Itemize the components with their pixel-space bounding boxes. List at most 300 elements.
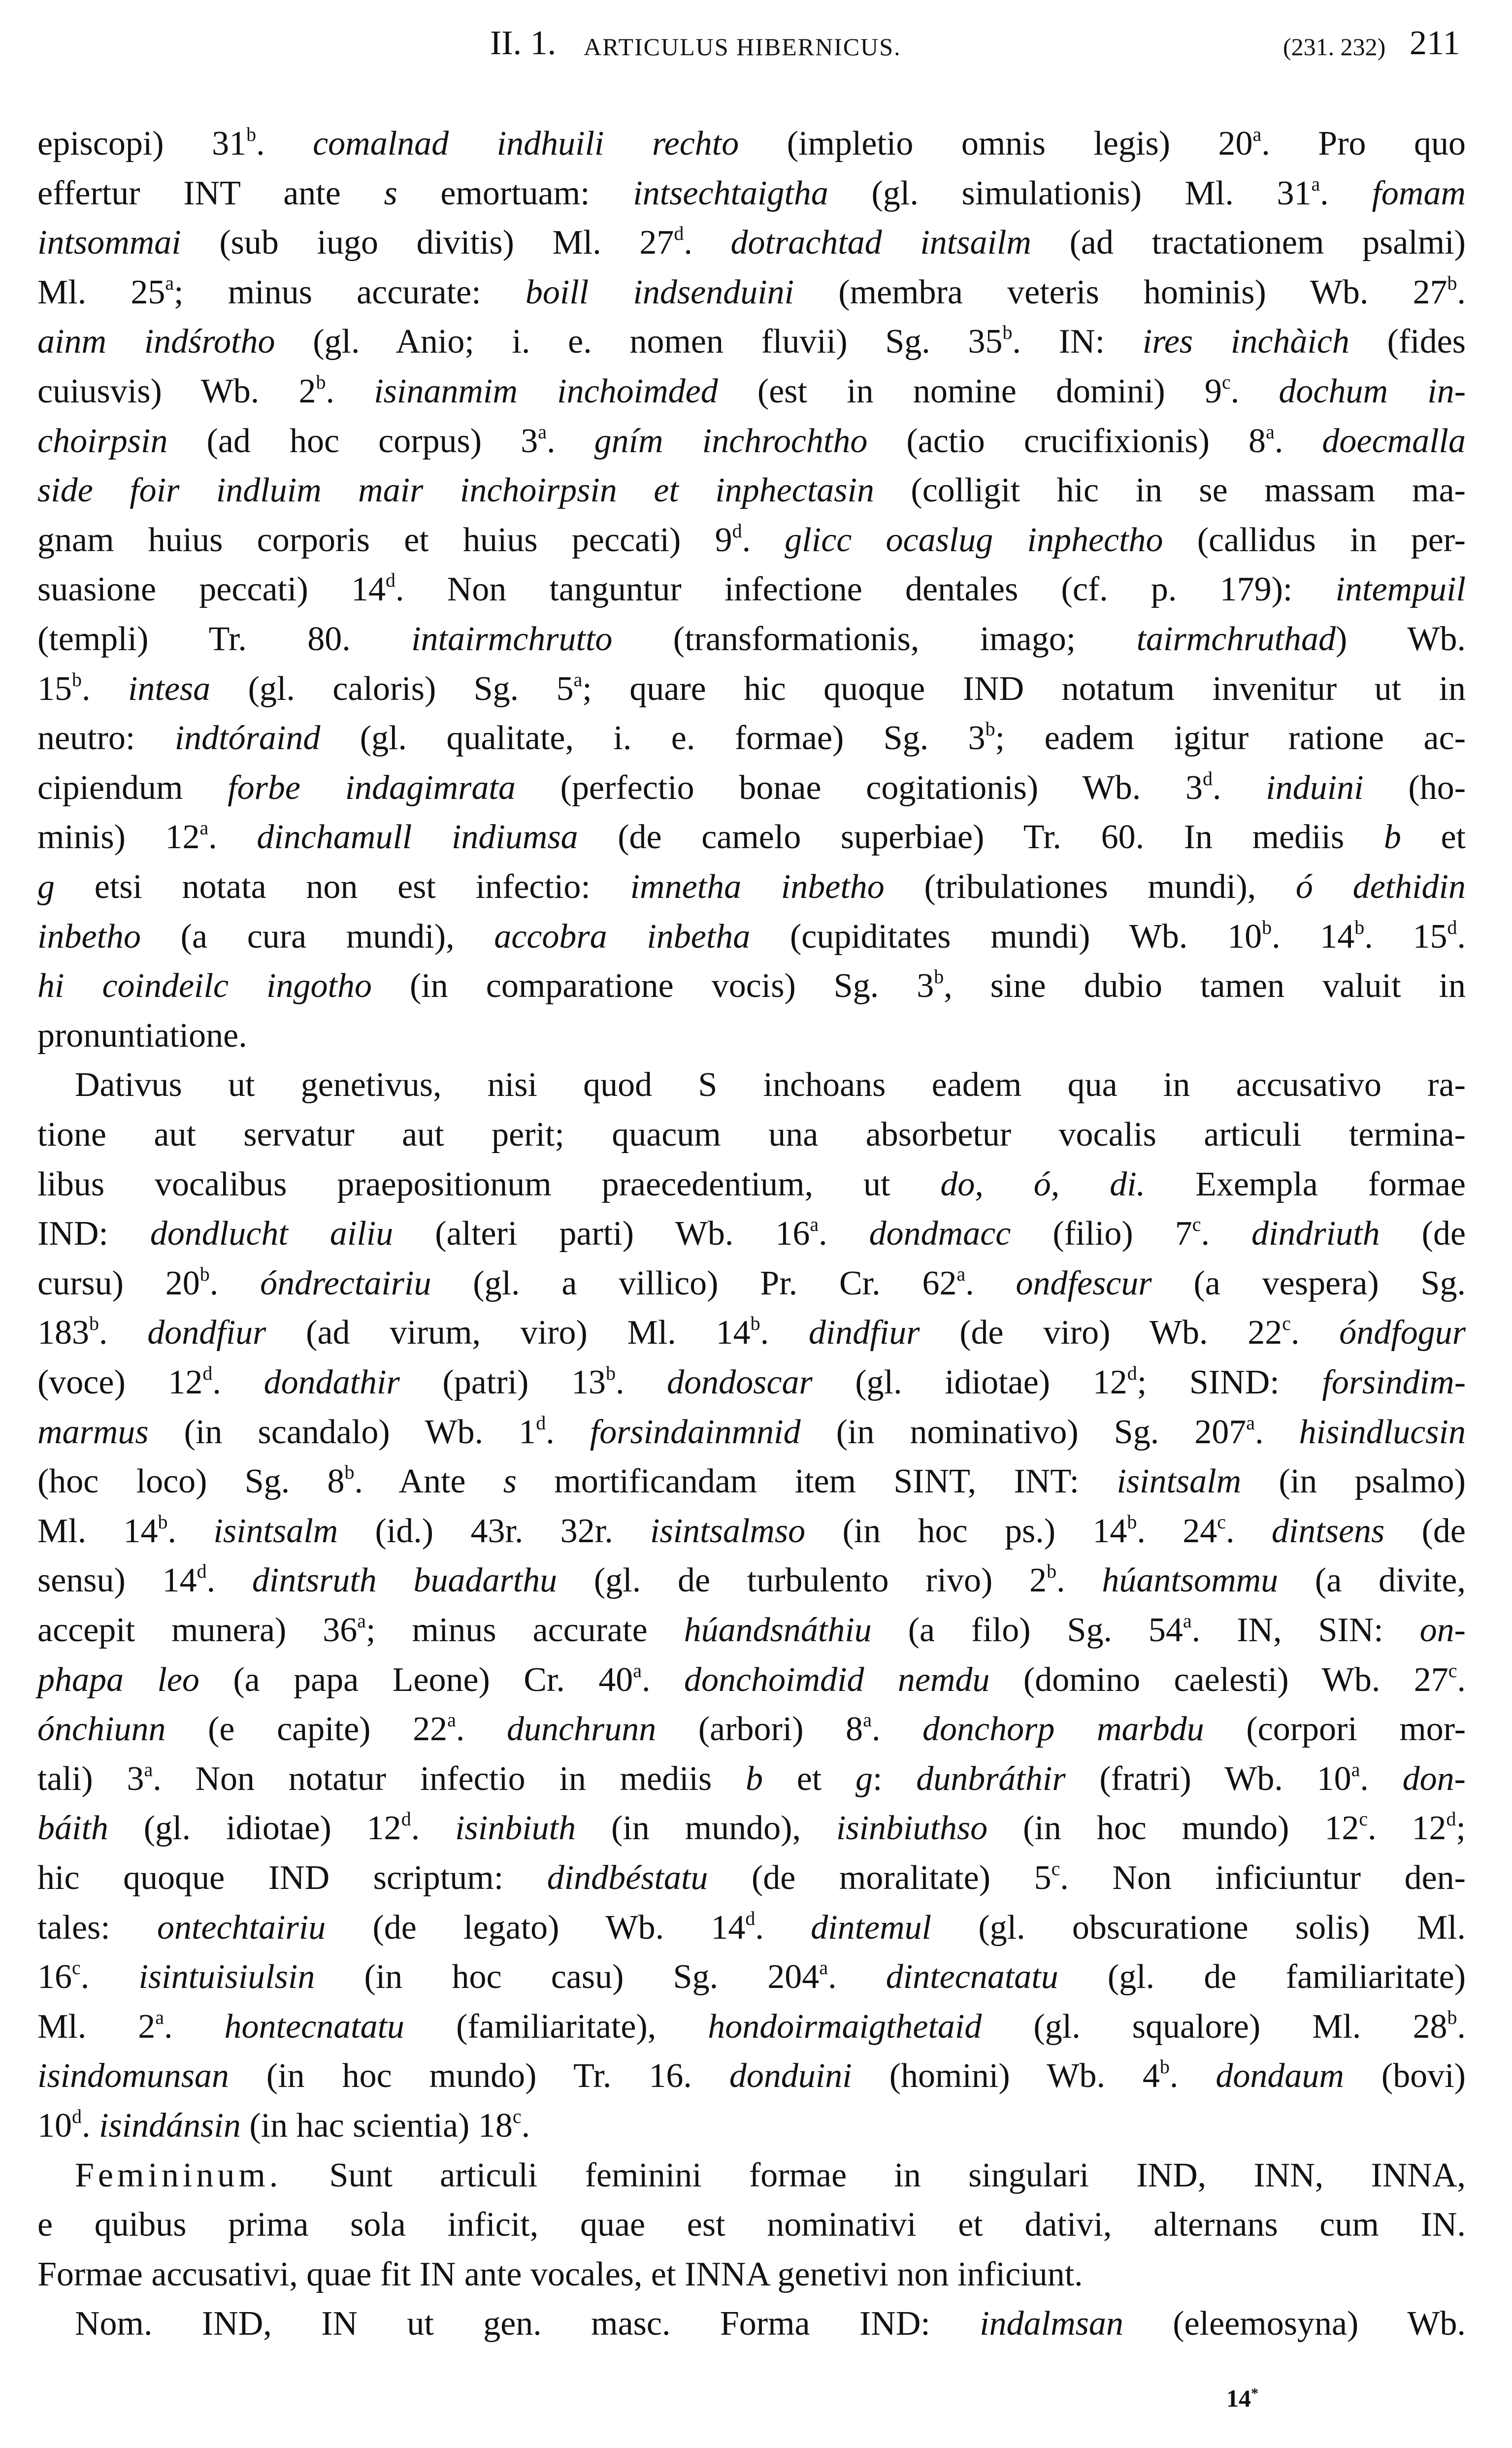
text-run: Ml. 14 bbox=[37, 1512, 158, 1550]
irish-term: intsommai bbox=[37, 224, 181, 262]
text-run: Formae accusativi, quae fit IN ante vocales, et INNA genetivi non inficiunt. bbox=[37, 2255, 1083, 2293]
folio-column: b bbox=[1047, 1560, 1057, 1583]
text-run: Nom. IND, IN ut gen. masc. Forma IND: bbox=[75, 2305, 980, 2343]
text-run: (in hoc ps.) 14 bbox=[805, 1512, 1127, 1550]
folio-column: b bbox=[985, 718, 995, 740]
folio-column: b bbox=[934, 965, 944, 988]
irish-term: dondlucht ailiu bbox=[150, 1215, 394, 1253]
text-run: . bbox=[167, 1512, 214, 1550]
folio-column: b bbox=[1127, 1510, 1137, 1533]
irish-term: hi coindeilc ingotho bbox=[37, 967, 372, 1005]
text-run: hic quoque IND scriptum: bbox=[37, 1859, 547, 1897]
folio-column: c bbox=[1448, 1659, 1457, 1682]
folio-column: d bbox=[1127, 1362, 1137, 1384]
irish-term: inbetho bbox=[37, 917, 141, 956]
irish-term: ondfescur bbox=[1016, 1264, 1152, 1302]
irish-term: donchorp marbdu bbox=[922, 1710, 1204, 1749]
text-run: (homini) Wb. 4 bbox=[852, 2057, 1160, 2095]
text-line bbox=[37, 2101, 1466, 2150]
text-line bbox=[37, 714, 1466, 763]
text-run: . bbox=[1056, 1561, 1102, 1600]
text-run: Sunt articuli feminini formae in singulari IND, INN, INNA, bbox=[282, 2156, 1466, 2194]
irish-term: b bbox=[745, 1759, 763, 1798]
text-line bbox=[37, 1308, 1466, 1357]
text-run: ; bbox=[1456, 1809, 1466, 1848]
text-run: . bbox=[521, 2107, 530, 2145]
irish-term: dintemul bbox=[811, 1908, 932, 1947]
text-run: (in hoc casu) Sg. 204 bbox=[315, 1958, 820, 1996]
text-run: (corpori mor- bbox=[1204, 1710, 1466, 1749]
text-line bbox=[37, 367, 1466, 416]
text-run: neutro: bbox=[37, 719, 175, 758]
text-run: (de moralitate) 5 bbox=[708, 1859, 1052, 1897]
text-run: . bbox=[99, 1314, 148, 1352]
text-run: (e capite) 22 bbox=[165, 1710, 448, 1749]
irish-term: dondathir bbox=[263, 1363, 400, 1401]
folio-column: d bbox=[1447, 916, 1457, 938]
irish-term: dindriuth bbox=[1251, 1215, 1380, 1253]
text-run: gnam huius corporis et huius peccati) 9 bbox=[37, 521, 732, 559]
irish-term: isintsalm bbox=[213, 1512, 338, 1550]
text-line bbox=[37, 1705, 1466, 1754]
text-run: mortificandam item SINT, INT: bbox=[517, 1462, 1117, 1501]
text-run: . 14 bbox=[1272, 917, 1355, 956]
text-line bbox=[37, 1754, 1466, 1804]
text-run: tione aut servatur aut perit; quacum una absorbetur vocalis articuli termina- bbox=[37, 1116, 1466, 1154]
text-run: 183 bbox=[37, 1314, 89, 1352]
text-run: (domino caelesti) Wb. 27 bbox=[989, 1660, 1448, 1699]
irish-term: óndfogur bbox=[1339, 1314, 1466, 1352]
text-run: . bbox=[684, 224, 731, 262]
irish-term: ónchiunn bbox=[37, 1710, 166, 1749]
text-run: (fratri) Wb. 10 bbox=[1065, 1759, 1351, 1798]
folio-column: a bbox=[165, 271, 174, 294]
text-line bbox=[37, 912, 1466, 961]
text-line bbox=[37, 615, 1466, 664]
irish-term: ainm indśrotho bbox=[37, 323, 275, 361]
folio-column: a bbox=[538, 420, 547, 443]
folio-column: d bbox=[385, 569, 395, 592]
text-run: (tribulationes mundi), bbox=[884, 868, 1296, 906]
folio-column: d bbox=[202, 1362, 213, 1384]
text-line bbox=[37, 1110, 1466, 1159]
irish-term: comalnad indhuili rechto bbox=[313, 125, 739, 163]
irish-term: boill indsenduini bbox=[525, 273, 794, 311]
text-run: (arbori) 8 bbox=[656, 1710, 863, 1749]
text-line bbox=[37, 664, 1466, 714]
text-run: (de bbox=[1380, 1215, 1466, 1253]
folio-column: a bbox=[144, 1758, 153, 1781]
running-head-reference: (231. 232) bbox=[1283, 33, 1386, 61]
folio-column: d bbox=[1203, 767, 1213, 790]
folio-column: a bbox=[447, 1709, 456, 1731]
text-run: (ho- bbox=[1363, 768, 1466, 807]
text-run: (a papa Leone) Cr. 40 bbox=[199, 1660, 633, 1699]
text-run: episcopi) 31 bbox=[37, 125, 247, 163]
text-run: suasione peccati) 14 bbox=[37, 570, 386, 609]
text-line bbox=[37, 961, 1466, 1011]
text-run: (a divite, bbox=[1278, 1561, 1466, 1600]
irish-term: óndrectairiu bbox=[260, 1264, 431, 1302]
text-run: accepit munera) 36 bbox=[37, 1611, 358, 1649]
irish-term: dintsruth buadarthu bbox=[252, 1561, 558, 1600]
text-run: . bbox=[1274, 422, 1322, 460]
text-run: (gl. squalore) Ml. 28 bbox=[982, 2007, 1447, 2046]
text-run: . 12 bbox=[1368, 1809, 1446, 1848]
irish-term: isindánsin bbox=[99, 2107, 241, 2145]
text-line bbox=[37, 1457, 1466, 1506]
irish-term: don- bbox=[1402, 1759, 1466, 1798]
irish-term: ontechtairiu bbox=[157, 1908, 326, 1947]
text-run: tali) 3 bbox=[37, 1759, 144, 1798]
text-run: . Pro quo bbox=[1261, 125, 1466, 163]
text-run: . Ante bbox=[354, 1462, 503, 1501]
folio-column: d bbox=[197, 1560, 207, 1583]
folio-column: b bbox=[89, 1312, 99, 1335]
text-run: cuiusvis) Wb. 2 bbox=[37, 372, 316, 410]
folio-column: b bbox=[158, 1510, 168, 1533]
irish-term: intesa bbox=[128, 669, 211, 708]
folio-column: d bbox=[401, 1808, 411, 1830]
folio-column: b bbox=[246, 123, 257, 145]
text-run: ; SIND: bbox=[1137, 1363, 1322, 1401]
folio-column: c bbox=[512, 2105, 522, 2127]
text-run: ; minus accurate: bbox=[174, 273, 526, 311]
text-line bbox=[37, 1358, 1466, 1407]
text-run: (familiaritate), bbox=[404, 2007, 708, 2046]
text-run: 15 bbox=[37, 669, 72, 708]
text-line bbox=[37, 417, 1466, 466]
text-run: . bbox=[1213, 768, 1266, 807]
text-run: (membra veteris hominis) Wb. 27 bbox=[794, 273, 1447, 311]
folio-column: b bbox=[1354, 916, 1365, 938]
folio-column: c bbox=[1359, 1808, 1368, 1830]
irish-term: dondfiur bbox=[147, 1314, 266, 1352]
text-run: . bbox=[755, 1908, 811, 1947]
text-line bbox=[37, 763, 1466, 813]
text-line bbox=[75, 2299, 1466, 2349]
irish-term: hontecnatatu bbox=[224, 2007, 405, 2046]
text-run: (filio) 7 bbox=[1011, 1215, 1192, 1253]
folio-column: b bbox=[1262, 916, 1272, 938]
text-line bbox=[37, 1259, 1466, 1308]
text-run: (in comparatione vocis) Sg. 3 bbox=[371, 967, 934, 1005]
text-run: . bbox=[1457, 917, 1466, 956]
text-run: (in nominativo) Sg. 207 bbox=[800, 1413, 1247, 1451]
irish-term: isindomunsan bbox=[37, 2057, 229, 2095]
text-run: (gl. de turbulento rivo) 2 bbox=[557, 1561, 1047, 1600]
folio-column: a bbox=[199, 817, 209, 839]
folio-column: a bbox=[1351, 1758, 1360, 1781]
irish-term: dunbráthir bbox=[916, 1759, 1066, 1798]
text-line bbox=[37, 1606, 1466, 1655]
irish-term: donchoimdid nemdu bbox=[684, 1660, 990, 1699]
text-run: . 24 bbox=[1137, 1512, 1217, 1550]
folio-column: a bbox=[956, 1262, 966, 1285]
text-run: e quibus prima sola inficit, quae est nominativi et dativi, alternans cum IN. bbox=[37, 2206, 1466, 2244]
irish-term: do, ó, di. bbox=[940, 1165, 1146, 1203]
text-line bbox=[37, 2250, 1466, 2299]
folio-column: a bbox=[1266, 420, 1275, 443]
folio-column: b bbox=[199, 1262, 210, 1285]
irish-term: dindfiur bbox=[808, 1314, 920, 1352]
text-run: minis) 12 bbox=[37, 818, 200, 857]
text-run: (a filo) Sg. 54 bbox=[871, 1611, 1183, 1649]
irish-term: dondoscar bbox=[667, 1363, 813, 1401]
irish-term: báith bbox=[37, 1809, 108, 1848]
irish-term: hisindlucsin bbox=[1299, 1413, 1466, 1451]
folio-column: b bbox=[1447, 2006, 1457, 2028]
text-run: (gl. simulationis) Ml. 31 bbox=[828, 174, 1312, 212]
text-run: 10 bbox=[37, 2107, 72, 2145]
text-run: (de viro) Wb. 22 bbox=[920, 1314, 1282, 1352]
text-run: (in psalmo) bbox=[1241, 1462, 1466, 1501]
text-run: . bbox=[1169, 2057, 1216, 2095]
text-run: etsi notata non est infectio: bbox=[55, 868, 630, 906]
text-run: . bbox=[1255, 1413, 1299, 1451]
folio-column: b bbox=[750, 1312, 760, 1335]
text-run: (a cura mundi), bbox=[140, 917, 494, 956]
irish-term: phapa leo bbox=[37, 1660, 199, 1699]
text-run: . bbox=[256, 125, 313, 163]
text-run: ; minus accurate bbox=[366, 1611, 684, 1649]
text-line bbox=[37, 1903, 1466, 1952]
text-run: (de bbox=[1384, 1512, 1466, 1550]
irish-term: intairmchrutto bbox=[411, 620, 613, 658]
text-run: (perfectio bonae cogitationis) Wb. 3 bbox=[515, 768, 1203, 807]
text-line bbox=[37, 317, 1466, 366]
text-run: . Non inficiuntur den- bbox=[1060, 1859, 1466, 1897]
folio-column: d bbox=[536, 1411, 546, 1434]
text-run: . Non notatur infectio in mediis bbox=[153, 1759, 746, 1798]
text-run: . bbox=[82, 2107, 99, 2145]
text-run: , sine dubio tamen valuit in bbox=[944, 967, 1466, 1005]
text-run: libus vocalibus praepositionum praecedentium, ut bbox=[37, 1165, 941, 1203]
text-run: (hoc loco) Sg. 8 bbox=[37, 1462, 345, 1501]
text-run: Dativus ut genetivus, nisi quod S inchoans eadem qua in accusativo ra- bbox=[75, 1066, 1466, 1104]
irish-term: marmus bbox=[37, 1413, 149, 1451]
text-run: tales: bbox=[37, 1908, 158, 1947]
text-run: . bbox=[871, 1710, 923, 1749]
text-run: (colligit hic in se massam ma- bbox=[874, 471, 1466, 510]
text-run: IND: bbox=[37, 1215, 150, 1253]
irish-term: intempuil bbox=[1335, 570, 1466, 609]
irish-term: forbe indagimrata bbox=[228, 768, 516, 807]
text-run: . bbox=[1457, 2007, 1466, 2046]
irish-term: dindbéstatu bbox=[547, 1859, 708, 1897]
folio-column: a bbox=[863, 1709, 872, 1731]
text-run: . bbox=[208, 818, 257, 857]
folio-column: d bbox=[745, 1907, 756, 1929]
signature-number: 14 bbox=[1226, 2384, 1251, 2412]
text-run: pronuntiatione. bbox=[37, 1016, 247, 1055]
text-run: . bbox=[1457, 1660, 1466, 1699]
text-run: (impletio omnis legis) 20 bbox=[739, 125, 1253, 163]
irish-term: intsechtaigtha bbox=[633, 174, 828, 212]
text-run: (gl. Anio; i. e. nomen fluvii) Sg. 35 bbox=[275, 323, 1003, 361]
irish-term: dintsens bbox=[1271, 1512, 1385, 1550]
text-run: ; quare hic quoque IND notatum invenitur ut in bbox=[582, 669, 1466, 708]
text-run: Exempla formae bbox=[1145, 1165, 1466, 1203]
text-run: (a vespera) Sg. bbox=[1151, 1264, 1466, 1302]
text-run: . bbox=[828, 1958, 886, 1996]
folio-column: a bbox=[633, 1659, 642, 1682]
text-run: . bbox=[965, 1264, 1016, 1302]
running-head-title: ARTICULUS HIBERNICUS. bbox=[584, 33, 901, 61]
signature-mark bbox=[1226, 2384, 1258, 2413]
irish-term: indalmsan bbox=[980, 2305, 1123, 2343]
text-line bbox=[37, 2051, 1466, 2101]
text-run: effertur INT ante bbox=[37, 174, 384, 212]
text-run: (sub iugo divitis) Ml. 27 bbox=[181, 224, 674, 262]
text-run: . bbox=[1230, 372, 1279, 410]
text-run: (id.) 43r. 32r. bbox=[338, 1512, 651, 1550]
irish-term: donduini bbox=[729, 2057, 852, 2095]
irish-term: dondmacc bbox=[869, 1215, 1011, 1253]
running-head-section: II. 1. bbox=[490, 24, 557, 62]
folio-column: b bbox=[1002, 321, 1013, 344]
text-run: . bbox=[164, 2007, 225, 2046]
text-line bbox=[37, 1408, 1466, 1457]
irish-term: on- bbox=[1419, 1611, 1466, 1649]
text-run: (ad tractationem psalmi) bbox=[1031, 224, 1466, 262]
text-run: . bbox=[819, 1215, 869, 1253]
folio-column: a bbox=[819, 1956, 828, 1979]
text-line bbox=[37, 1209, 1466, 1258]
page-number: 211 bbox=[1410, 24, 1460, 62]
text-run: (in hoc mundo) 12 bbox=[987, 1809, 1359, 1848]
text-run: . bbox=[1360, 1759, 1403, 1798]
text-run: (in hoc mundo) Tr. 16. bbox=[229, 2057, 729, 2095]
text-run: (fides bbox=[1349, 323, 1466, 361]
text-run: . 15 bbox=[1364, 917, 1447, 956]
text-run: . bbox=[1457, 273, 1466, 311]
text-line bbox=[37, 119, 1466, 168]
text-run: (de camelo superbiae) Tr. 60. In mediis bbox=[578, 818, 1384, 857]
irish-term: fomam bbox=[1372, 174, 1466, 212]
text-run: Ml. 2 bbox=[37, 2007, 156, 2046]
folio-column: c bbox=[1282, 1312, 1291, 1335]
text-run: . bbox=[456, 1710, 507, 1749]
text-line bbox=[37, 1507, 1466, 1556]
text-run: ; eadem igitur ratione ac- bbox=[995, 719, 1466, 758]
irish-term: choirpsin bbox=[37, 422, 168, 460]
text-run: . bbox=[80, 1958, 139, 1996]
folio-column: c bbox=[72, 1956, 81, 1979]
text-line bbox=[37, 1655, 1466, 1705]
folio-column: a bbox=[573, 668, 583, 691]
text-line bbox=[75, 1060, 1466, 1110]
text-run: . bbox=[615, 1363, 667, 1401]
text-run: sensu) 14 bbox=[37, 1561, 197, 1600]
text-run: (de legato) Wb. 14 bbox=[326, 1908, 746, 1947]
irish-term: dintecnatatu bbox=[886, 1958, 1058, 1996]
text-run: . bbox=[760, 1314, 809, 1352]
folio-column: b bbox=[72, 668, 82, 691]
text-run: (in hac scientia) 18 bbox=[240, 2107, 513, 2145]
text-line bbox=[37, 268, 1466, 317]
text-line bbox=[37, 813, 1466, 862]
signature-sup: * bbox=[1251, 2385, 1258, 2402]
text-run: . bbox=[546, 1413, 590, 1451]
text-run: . bbox=[1291, 1314, 1340, 1352]
text-run: . bbox=[326, 372, 374, 410]
folio-column: a bbox=[155, 2006, 164, 2028]
text-run: (gl. idiotae) 12 bbox=[108, 1809, 401, 1848]
text-run: . IN, SIN: bbox=[1191, 1611, 1420, 1649]
text-line bbox=[37, 1853, 1466, 1903]
irish-term: b bbox=[1383, 818, 1401, 857]
text-run: et bbox=[1401, 818, 1466, 857]
text-run: (in scandalo) Wb. 1 bbox=[148, 1413, 536, 1451]
irish-term: glicc ocaslug inphectho bbox=[785, 521, 1163, 559]
text-run: : bbox=[872, 1759, 917, 1798]
text-line bbox=[37, 862, 1466, 912]
irish-term: forsindim- bbox=[1322, 1363, 1466, 1401]
irish-term: isintsalmso bbox=[650, 1512, 806, 1550]
text-run: Femininum. bbox=[75, 2156, 282, 2194]
text-run: . bbox=[546, 422, 594, 460]
irish-term: dinchamull indiumsa bbox=[257, 818, 578, 857]
irish-term: tairmchruthad bbox=[1136, 620, 1336, 658]
folio-column: b bbox=[1159, 2055, 1170, 2078]
text-run: (gl. de familiaritate) bbox=[1058, 1958, 1466, 1996]
folio-column: c bbox=[1217, 1510, 1226, 1533]
folio-column: a bbox=[1252, 123, 1262, 145]
text-run: (actio crucifixionis) 8 bbox=[867, 422, 1266, 460]
irish-term: isintuisiulsin bbox=[138, 1958, 315, 1996]
irish-term: g bbox=[37, 868, 55, 906]
irish-term: isinbiuthso bbox=[836, 1809, 988, 1848]
text-run: (gl. caloris) Sg. 5 bbox=[210, 669, 574, 708]
irish-term: indtóraind bbox=[174, 719, 321, 758]
text-run: . Non tanguntur infectione dentales (cf. p. 179): bbox=[395, 570, 1336, 609]
text-run: et bbox=[762, 1759, 855, 1798]
folio-column: d bbox=[674, 222, 684, 245]
text-run: Ml. 25 bbox=[37, 273, 165, 311]
folio-column: d bbox=[732, 519, 742, 542]
folio-column: c bbox=[1051, 1857, 1060, 1880]
text-run: . bbox=[212, 1363, 264, 1401]
text-run: cursu) 20 bbox=[37, 1264, 200, 1302]
folio-column: c bbox=[1192, 1213, 1201, 1236]
text-run: . IN: bbox=[1012, 323, 1143, 361]
text-run: (gl. obscuratione solis) Ml. bbox=[931, 1908, 1466, 1947]
irish-term: dunchrunn bbox=[506, 1710, 657, 1749]
folio-column: a bbox=[1246, 1411, 1255, 1434]
text-line bbox=[37, 1804, 1466, 1853]
text-line bbox=[37, 1011, 1466, 1060]
text-line bbox=[37, 516, 1466, 565]
text-run: . bbox=[1320, 174, 1372, 212]
text-run: . bbox=[1201, 1215, 1252, 1253]
irish-term: induini bbox=[1266, 768, 1364, 807]
text-run: (gl. qualitate, i. e. formae) Sg. 3 bbox=[320, 719, 986, 758]
folio-column: a bbox=[1311, 172, 1320, 195]
irish-term: húandsnáthiu bbox=[684, 1611, 872, 1649]
text-run: (ad virum, viro) Ml. 14 bbox=[266, 1314, 751, 1352]
text-run: . bbox=[206, 1561, 252, 1600]
irish-term: dondaum bbox=[1216, 2057, 1344, 2095]
text-run: . bbox=[642, 1660, 684, 1699]
irish-term: dotrachtad intsailm bbox=[730, 224, 1031, 262]
text-run: (cupiditates mundi) Wb. 10 bbox=[750, 917, 1262, 956]
irish-term: accobra inbetha bbox=[494, 917, 751, 956]
irish-term: doecmalla bbox=[1322, 422, 1466, 460]
irish-term: imnetha inbetho bbox=[630, 868, 885, 906]
irish-term: gním inchrochtho bbox=[594, 422, 868, 460]
text-run: (in mundo), bbox=[576, 1809, 836, 1848]
